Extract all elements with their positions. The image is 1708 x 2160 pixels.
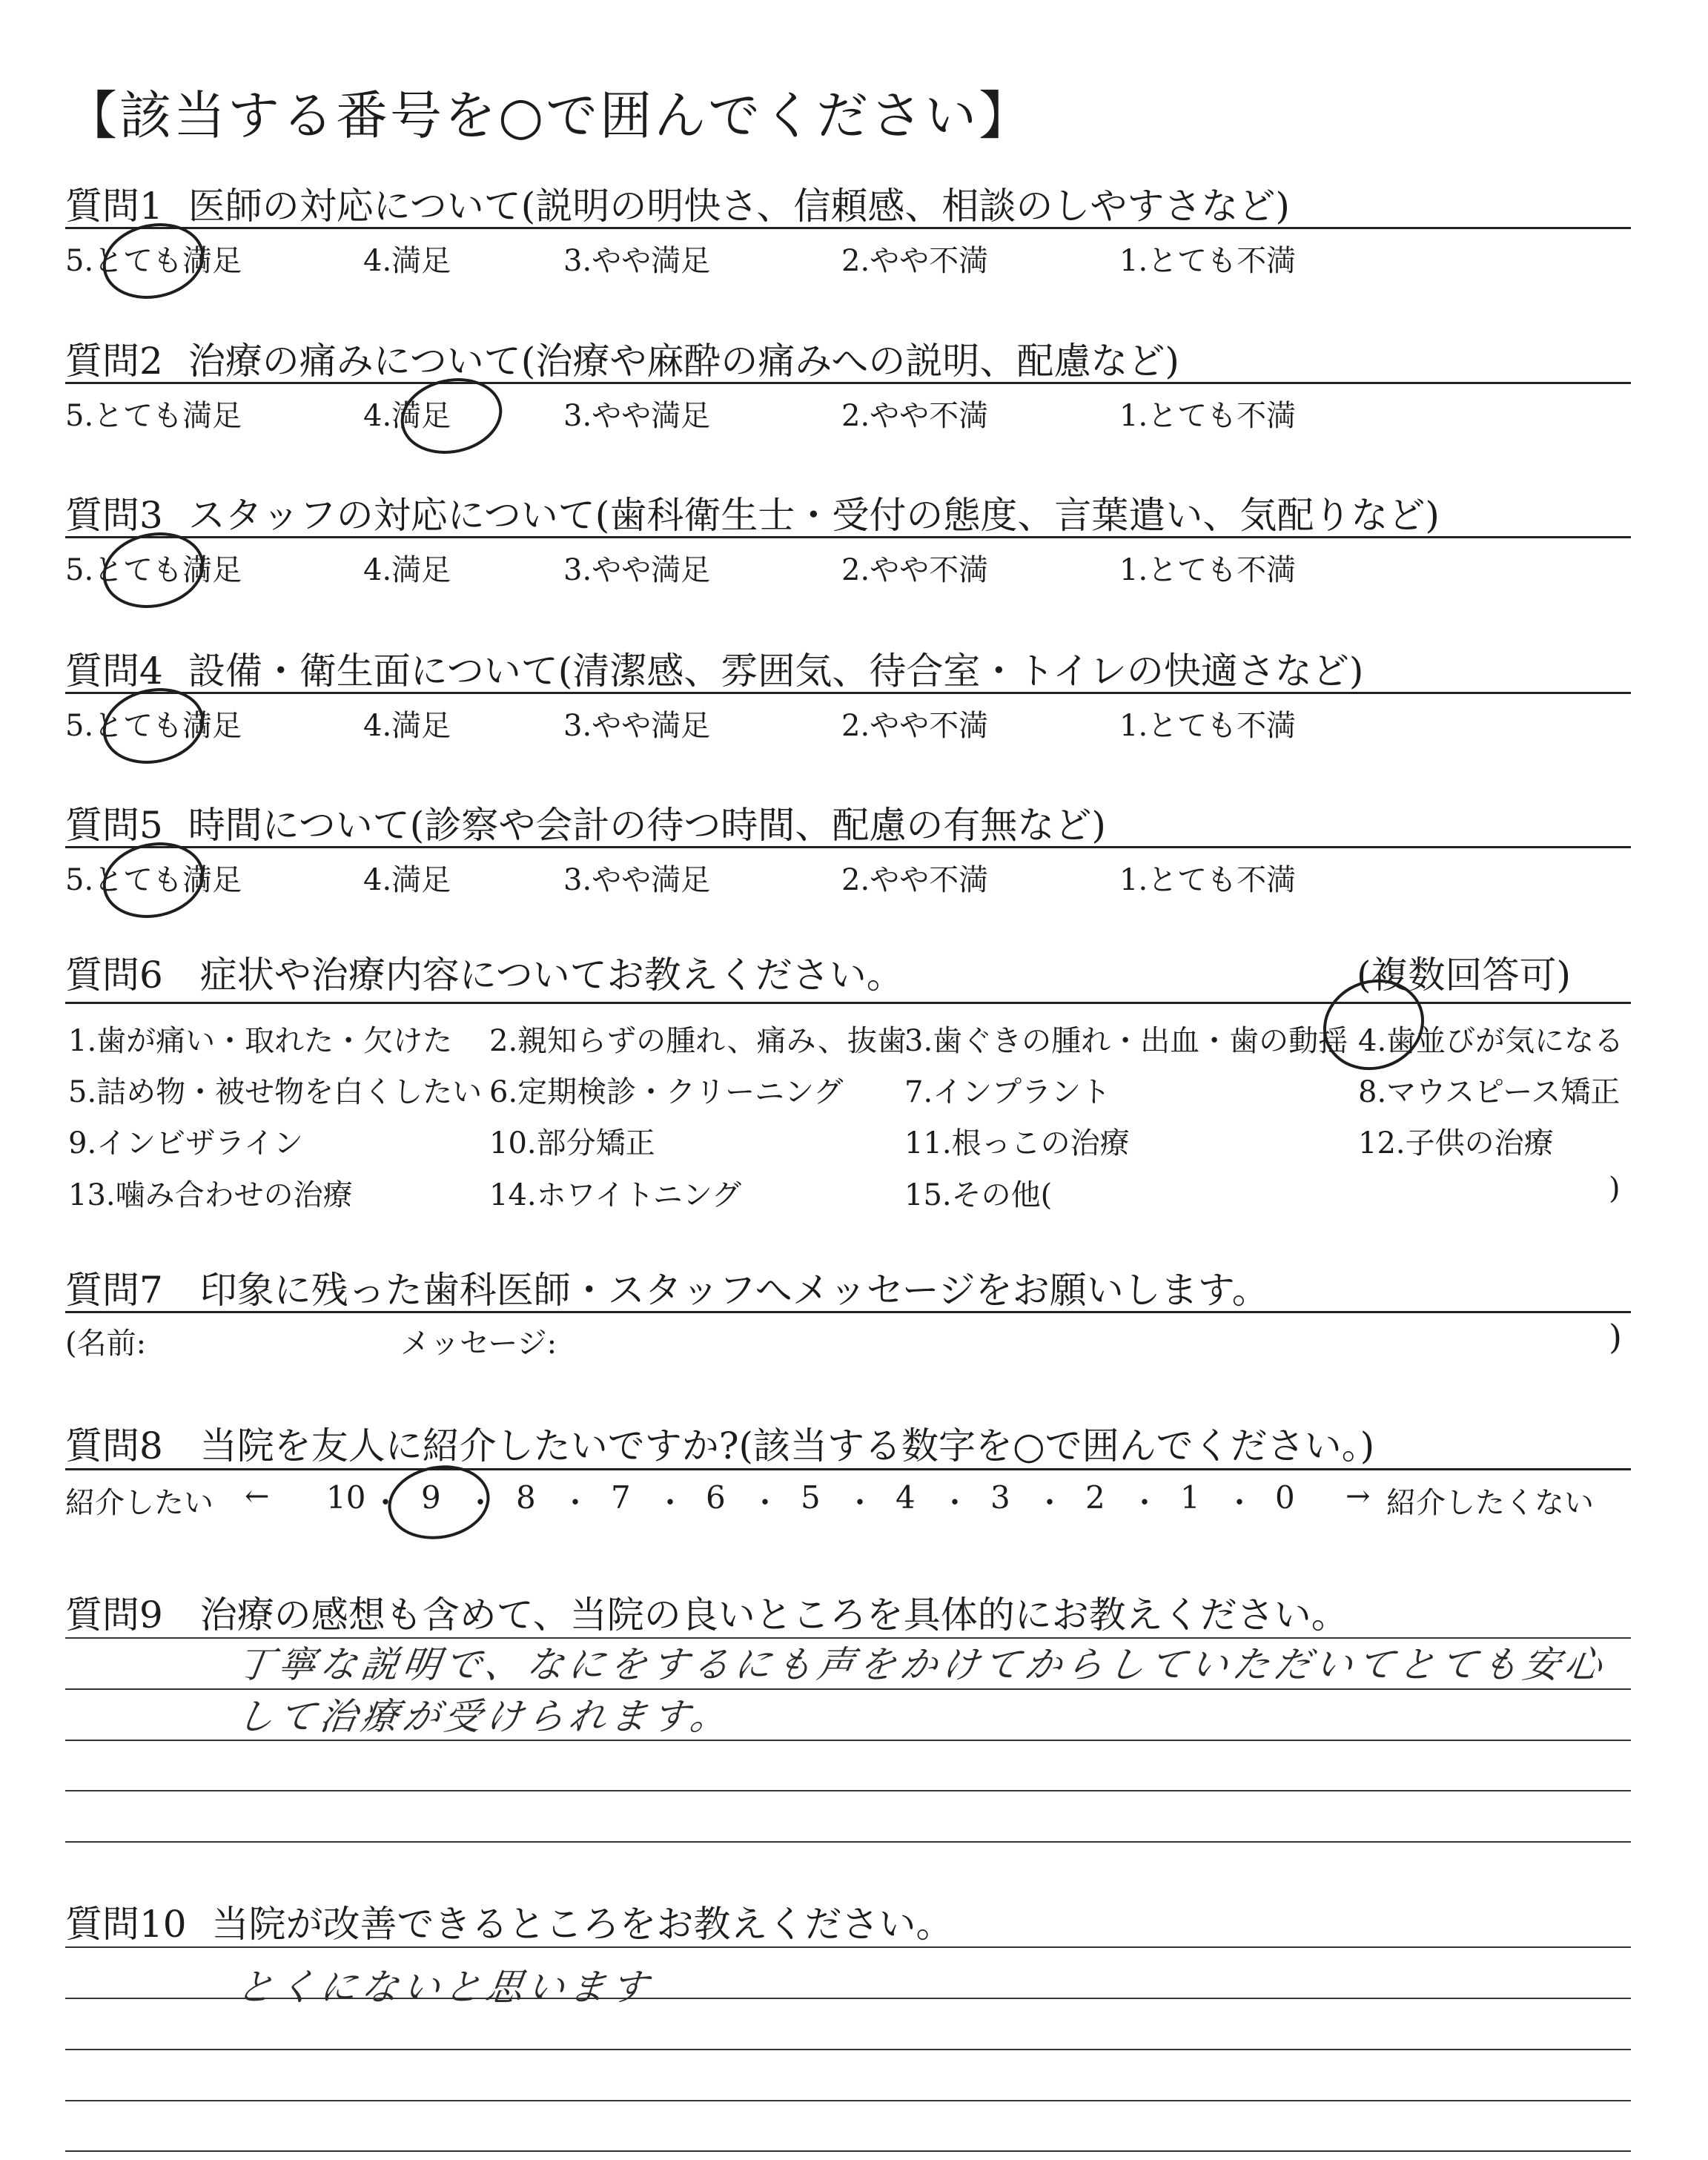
q1-option-5[interactable]: 5.とても満足: [65, 244, 242, 278]
q5-option-4[interactable]: 4.満足: [363, 863, 451, 897]
q1-rule: [65, 227, 1631, 229]
q2-option-2[interactable]: 2.やや不満: [841, 399, 989, 433]
q3-heading: [65, 486, 1440, 539]
q1-option-1[interactable]: 1.とても不満: [1119, 244, 1297, 278]
q2-rule: [65, 382, 1631, 384]
q4-label: 質問4: [65, 650, 163, 693]
q9-answer-line-1: 丁寧な説明で、なにをするにも声をかけてからしていただいてとても安心: [234, 1643, 1609, 1686]
q6-option-9[interactable]: 9.インビザライン: [68, 1126, 303, 1160]
q3-option-5[interactable]: 5.とても満足: [65, 553, 242, 587]
q3-option-1[interactable]: 1.とても不満: [1119, 553, 1297, 587]
q10-line-3: [65, 2049, 1631, 2050]
q9-answer-line-2: して治療が受けられます。: [234, 1695, 735, 1738]
q8-separator: ・: [560, 1486, 590, 1520]
q8-separator: ・: [940, 1486, 970, 1520]
q3-label: 質問3: [65, 494, 163, 537]
q8-scale-5[interactable]: 5: [801, 1479, 821, 1516]
q3-option-4[interactable]: 4.満足: [363, 553, 451, 587]
q5-heading: [65, 796, 1106, 849]
q7-name-label: (名前:: [65, 1327, 147, 1361]
q10-answer-line-1: とくにないと思います: [234, 1966, 655, 2009]
q7-message-label: メッセージ:: [400, 1327, 557, 1361]
q6-option-6[interactable]: 6.定期検診・クリーニング: [489, 1075, 844, 1109]
q6-option-7[interactable]: 7.インプラント: [904, 1075, 1111, 1109]
q5-rule: [65, 846, 1631, 848]
q6-option-8[interactable]: 8.マウスピース矯正: [1358, 1075, 1621, 1109]
q6-heading: [65, 945, 904, 999]
q7-heading: [65, 1261, 1269, 1314]
q8-left-label: 紹介したい: [65, 1486, 214, 1520]
q8-scale-2[interactable]: 2: [1085, 1479, 1105, 1516]
q6-option-10[interactable]: 10.部分矯正: [489, 1126, 655, 1160]
q8-scale-8[interactable]: 8: [516, 1479, 536, 1516]
q8-scale-3[interactable]: 3: [990, 1479, 1010, 1516]
q7-label: 質問7: [65, 1269, 163, 1312]
q10-heading: [65, 1895, 953, 1948]
q6-option-13[interactable]: 13.噛み合わせの治療: [68, 1178, 353, 1212]
q9-heading: [65, 1585, 1348, 1639]
q1-text: 医師の対応について(説明の明快さ、信頼感、相談のしやすさなど): [188, 185, 1290, 228]
q10-label: 質問10: [65, 1903, 187, 1946]
q2-text: 治療の痛みについて(治療や麻酔の痛みへの説明、配慮など): [188, 340, 1179, 383]
q8-left-arrow: ←: [245, 1479, 270, 1513]
q5-label: 質問5: [65, 804, 163, 847]
q4-rule: [65, 692, 1631, 694]
q3-option-3[interactable]: 3.やや満足: [563, 553, 711, 587]
q8-scale-7[interactable]: 7: [611, 1479, 631, 1516]
q1-option-3[interactable]: 3.やや満足: [563, 244, 711, 278]
q4-option-4[interactable]: 4.満足: [363, 709, 451, 743]
q7-close-paren: ): [1609, 1317, 1622, 1357]
q6-option-2[interactable]: 2.親知らずの腫れ、痛み、抜歯: [489, 1024, 907, 1058]
q10-line-4: [65, 2100, 1631, 2101]
q6-option-11[interactable]: 11.根っこの治療: [904, 1126, 1130, 1160]
q1-heading: [65, 176, 1290, 230]
q8-separator: ・: [1130, 1486, 1159, 1520]
q6-option-1[interactable]: 1.歯が痛い・取れた・欠けた: [68, 1024, 453, 1058]
q8-separator: ・: [1035, 1486, 1065, 1520]
q9-label: 質問9: [65, 1593, 163, 1636]
q4-text: 設備・衛生面について(清潔感、雰囲気、待合室・トイレの快適さなど): [188, 650, 1364, 693]
q2-option-3[interactable]: 3.やや満足: [563, 399, 711, 433]
q5-option-2[interactable]: 2.やや不満: [841, 863, 989, 897]
q8-selection-circle: [383, 1458, 496, 1547]
q6-note: (複数回答可): [1357, 954, 1572, 997]
q6-option-4[interactable]: 4.歯並びが気になる: [1358, 1024, 1624, 1058]
q6-option-12[interactable]: 12.子供の治療: [1358, 1126, 1554, 1160]
q8-scale-6[interactable]: 6: [706, 1479, 726, 1516]
q2-label: 質問2: [65, 340, 163, 383]
q8-text: 当院を友人に紹介したいですか?(該当する数字を○で囲んでください。): [199, 1424, 1375, 1467]
q7-rule: [65, 1311, 1631, 1313]
q2-option-4[interactable]: 4.満足: [363, 399, 451, 433]
q9-line-4: [65, 1790, 1631, 1791]
q6-option-14[interactable]: 14.ホワイトニング: [489, 1178, 742, 1212]
q1-option-4[interactable]: 4.満足: [363, 244, 451, 278]
q6-other-close-paren: ): [1609, 1172, 1621, 1206]
q8-right-arrow: →: [1345, 1479, 1371, 1513]
q3-rule: [65, 536, 1631, 538]
q8-separator: ・: [750, 1486, 780, 1520]
page-title: 【該当する番号を○で囲んでください】: [65, 85, 1033, 146]
q5-option-5[interactable]: 5.とても満足: [65, 863, 242, 897]
q10-text: 当院が改善できるところをお教えください。: [211, 1903, 953, 1946]
q7-text: 印象に残った歯科医師・スタッフへメッセージをお願いします。: [199, 1269, 1269, 1312]
q8-scale-4[interactable]: 4: [896, 1479, 916, 1516]
q5-option-3[interactable]: 3.やや満足: [563, 863, 711, 897]
q6-option-5[interactable]: 5.詰め物・被せ物を白くしたい: [68, 1075, 483, 1109]
q8-rule: [65, 1468, 1631, 1470]
q3-option-2[interactable]: 2.やや不満: [841, 553, 989, 587]
q8-scale-9[interactable]: 9: [421, 1479, 441, 1516]
q6-label: 質問6: [65, 954, 163, 997]
q8-right-label: 紹介したくない: [1386, 1486, 1594, 1520]
q9-line-5: [65, 1841, 1631, 1843]
q8-heading: [65, 1416, 1374, 1470]
q10-line-1: [65, 1946, 1631, 1948]
q8-scale-10[interactable]: 10: [326, 1479, 366, 1516]
q1-option-2[interactable]: 2.やや不満: [841, 244, 989, 278]
q6-option-15[interactable]: 15.その他(: [904, 1178, 1053, 1212]
q8-separator: ・: [371, 1486, 400, 1520]
q6-option-3[interactable]: 3.歯ぐきの腫れ・出血・歯の動揺: [904, 1024, 1348, 1058]
q2-option-5[interactable]: 5.とても満足: [65, 399, 242, 433]
q5-text: 時間について(診察や会計の待つ時間、配慮の有無など): [188, 804, 1106, 847]
q4-option-3[interactable]: 3.やや満足: [563, 709, 711, 743]
q4-option-1[interactable]: 1.とても不満: [1119, 709, 1297, 743]
q8-separator: ・: [655, 1486, 685, 1520]
q8-scale-1[interactable]: 1: [1180, 1479, 1200, 1516]
q9-text: 治療の感想も含めて、当院の良いところを具体的にお教えください。: [199, 1593, 1348, 1636]
q4-option-2[interactable]: 2.やや不満: [841, 709, 989, 743]
q3-text: スタッフの対応について(歯科衛生士・受付の態度、言葉遣い、気配りなど): [188, 494, 1440, 537]
q4-heading: [65, 641, 1363, 695]
q8-separator: ・: [1225, 1486, 1254, 1520]
q8-separator: ・: [466, 1486, 495, 1520]
q8-scale-0[interactable]: 0: [1275, 1479, 1295, 1516]
q2-heading: [65, 331, 1179, 385]
q4-option-5[interactable]: 5.とても満足: [65, 709, 242, 743]
q8-label: 質問8: [65, 1424, 163, 1467]
q1-label: 質問1: [65, 185, 163, 228]
q5-option-1[interactable]: 1.とても不満: [1119, 863, 1297, 897]
q2-option-1[interactable]: 1.とても不満: [1119, 399, 1297, 433]
q6-text: 症状や治療内容についてお教えください。: [199, 954, 904, 997]
q8-separator: ・: [845, 1486, 875, 1520]
q10-line-5: [65, 2150, 1631, 2152]
